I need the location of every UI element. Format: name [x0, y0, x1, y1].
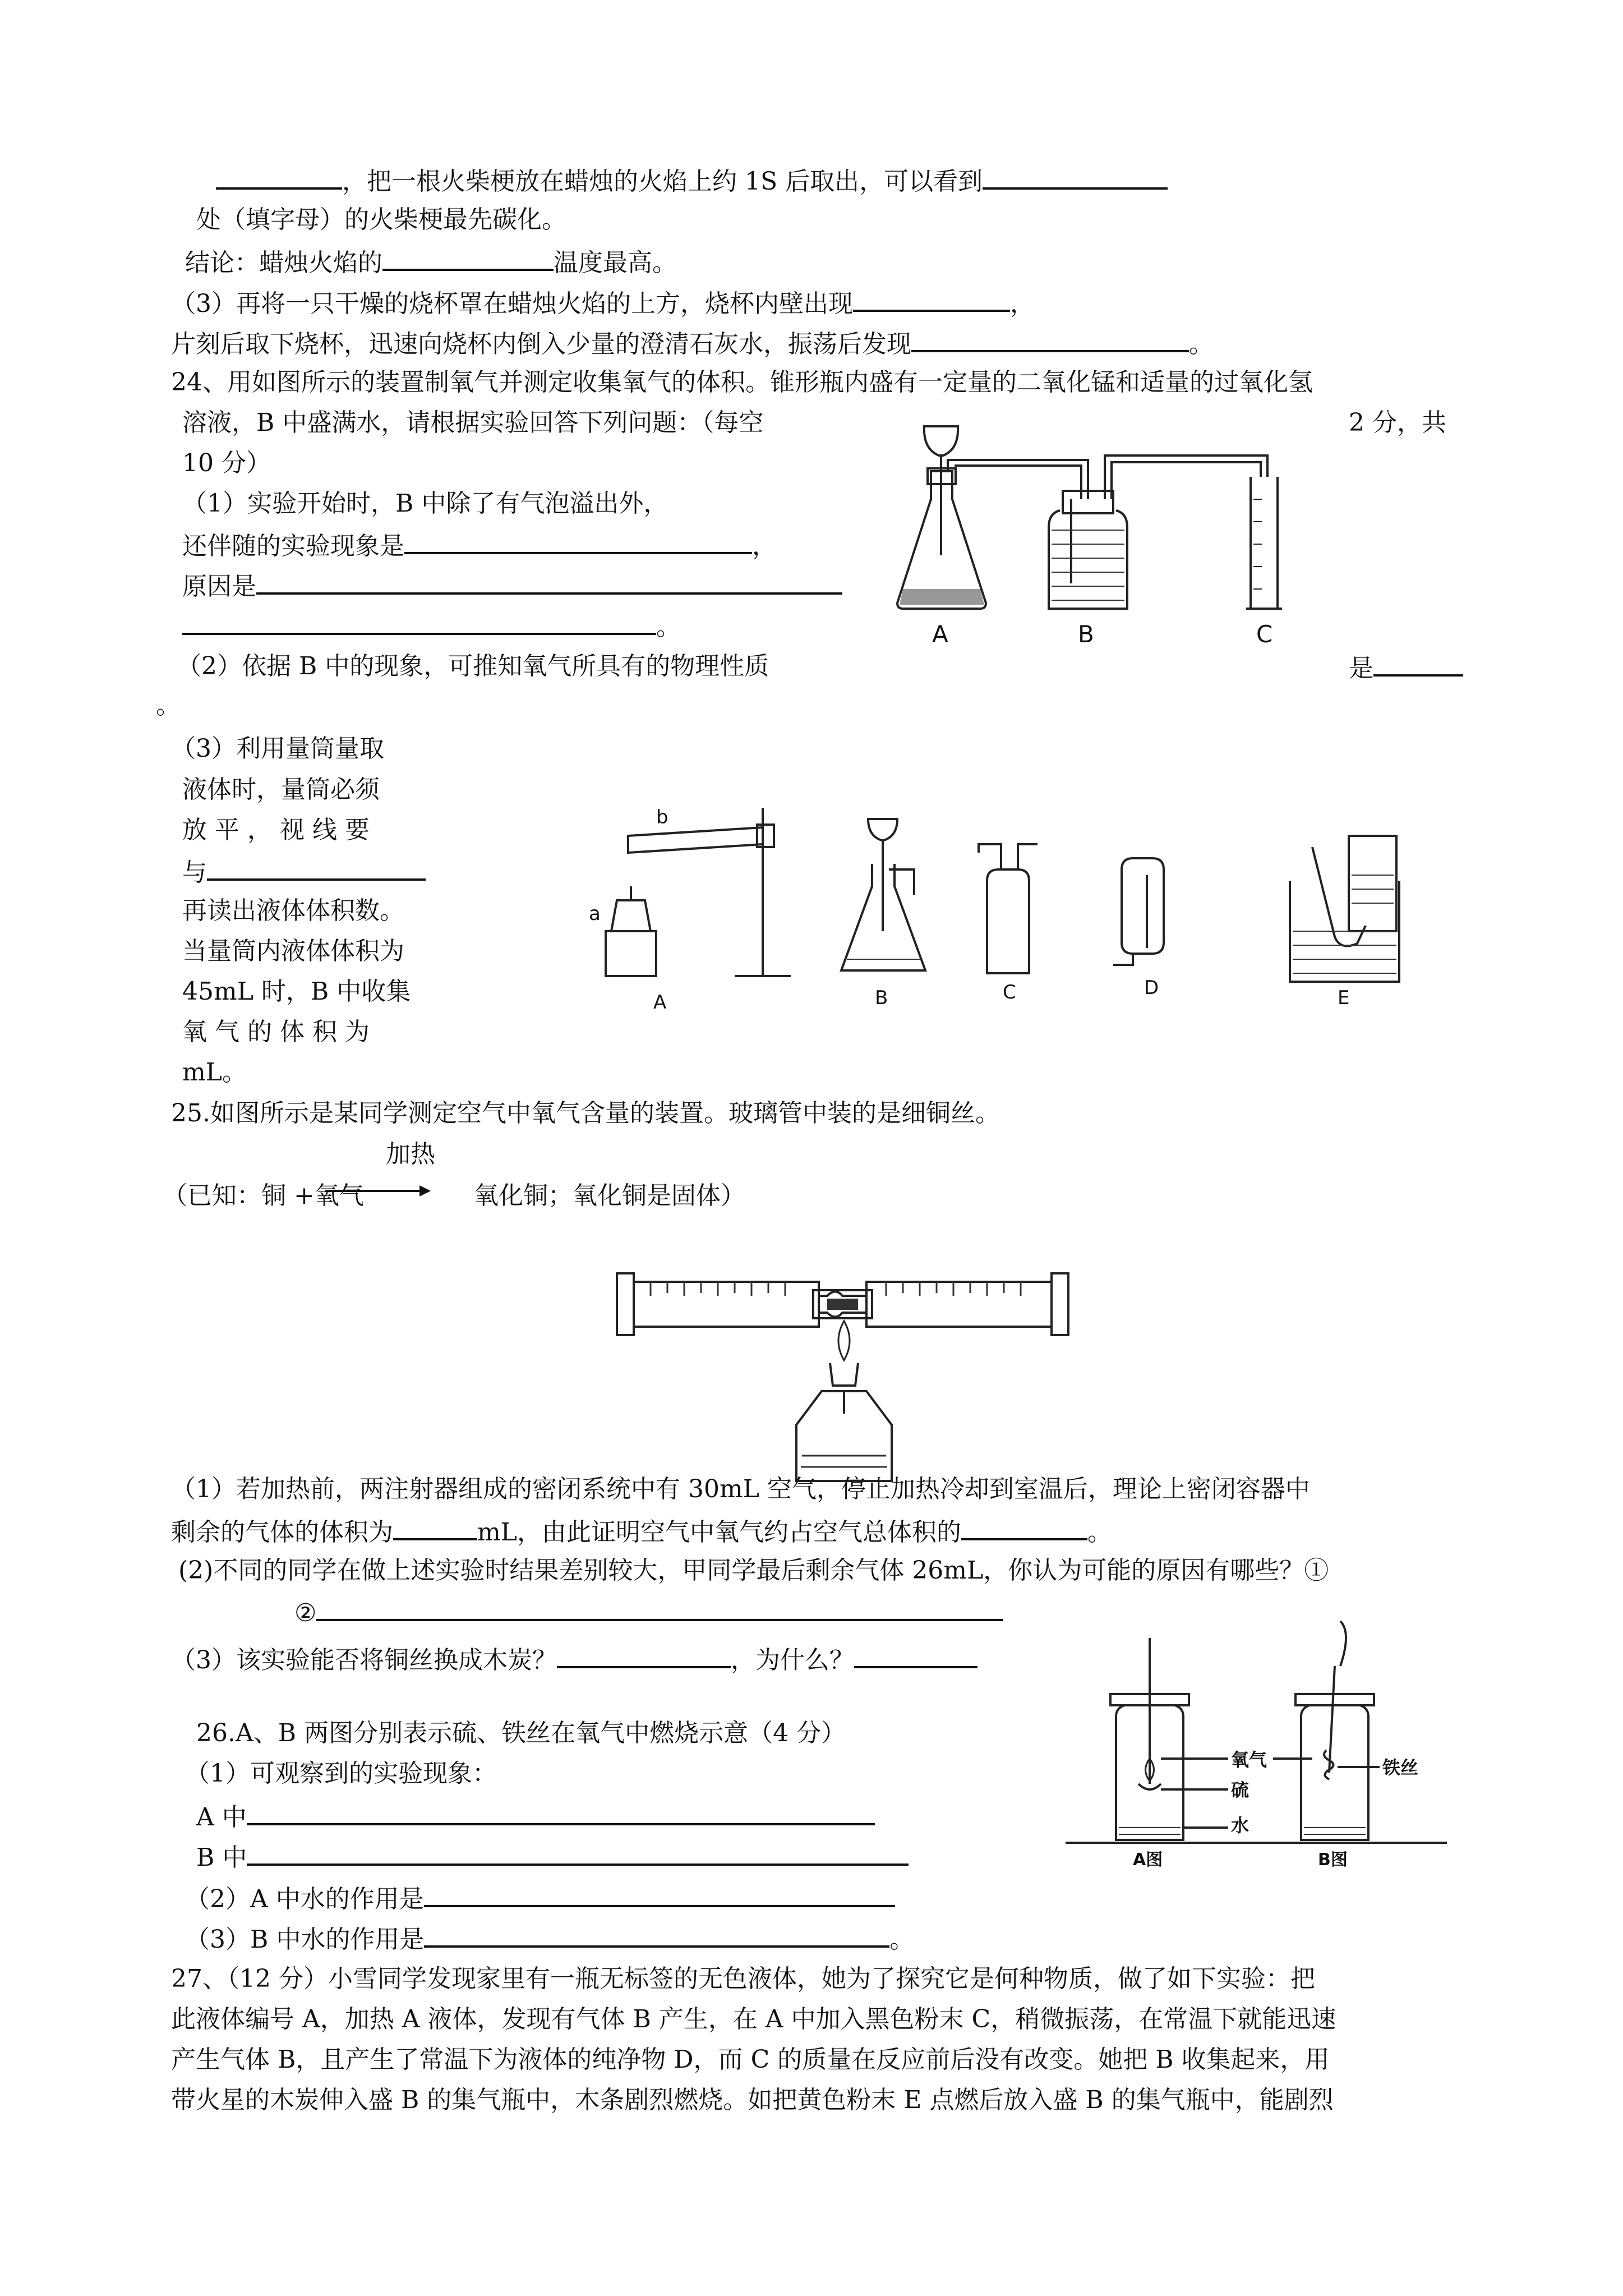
q23-line-2: 处（填字母）的火柴梗最先碳化。 — [196, 205, 566, 234]
q25-line-1: 25.如图所示是某同学测定空气中氧气含量的装置。玻璃管中装的是细铜丝。 — [171, 1099, 1000, 1128]
q25-line-2a: （已知：铜 +氧气 — [163, 1181, 364, 1210]
fig1-label-a: A — [932, 620, 948, 648]
q26-line-2: （1）可观察到的实验现象： — [185, 1759, 497, 1788]
q26-line-3: A 中 — [196, 1798, 875, 1834]
q24-p3-line-8: 氧 气 的 体 积 为 — [182, 1018, 370, 1046]
q24-line-8b: 是 — [1349, 650, 1463, 685]
answer-blank[interactable] — [247, 1839, 909, 1866]
q27-line-3: 产生气体 B，且产生了常温下为液体的纯净物 D，而 C 的质量在反应前后没有改变。她把 B 收集起来，用 — [171, 2045, 1330, 2074]
q24-p3-line-7: 45mL 时，B 中收集 — [182, 977, 411, 1006]
q24-line-7: 。 — [182, 608, 681, 644]
answer-blank[interactable] — [404, 527, 752, 554]
q23-line-5: 片刻后取下烧杯，迅速向烧杯内倒入少量的澄清石灰水，振荡后发现 。 — [171, 325, 1214, 361]
q24-p3-line-2: 液体时，量筒必须 — [182, 775, 380, 804]
fig1-label-c: C — [1256, 620, 1273, 648]
syringe-copper-apparatus-figure — [611, 1245, 1074, 1509]
q25-line-3: （1）若加热前，两注射器组成的密闭系统中有 30mL 空气，停止加热冷却到室温后，理论上密闭容器中 — [171, 1475, 1310, 1503]
q26-line-5: （2）A 中水的作用是 — [185, 1880, 895, 1916]
q24-p3-line-5: 再读出液体体积数。 — [182, 896, 404, 925]
q25-line-2b: 氧化铜；氧化铜是固体） — [474, 1181, 745, 1210]
answer-blank[interactable] — [1373, 650, 1463, 677]
fig3-label-oxygen: 氧气 — [1231, 1749, 1267, 1770]
fig3-label-sulfur: 硫 — [1231, 1779, 1249, 1801]
q25-line-5: (2)不同的同学在做上述实验时结果差别较大，甲同学最后剩余气体 26mL，你认为可能的原因有哪些？① — [178, 1556, 1329, 1585]
answer-blank[interactable] — [216, 163, 342, 190]
answer-blank[interactable] — [207, 854, 426, 881]
oxygen-collection-apparatus-figure — [880, 415, 1318, 662]
gas-apparatus-row-figure — [589, 797, 1469, 1027]
q27-line-4: 带火星的木炭伸入盛 B 的集气瓶中，木条剧烈燃烧。如把黄色粉末 E 点燃后放入盛 B 的集气瓶中，能剧烈 — [171, 2086, 1334, 2114]
q24-p3-line-6: 当量筒内液体体积为 — [182, 937, 404, 965]
q23-line-1: ，把一根火柴梗放在蜡烛的火焰上约 1S 后取出，可以看到 — [216, 163, 1168, 199]
q25-line-4: 剩余的气体的体积为 mL，由此证明空气中氧气约占空气总体积的 。 — [171, 1513, 1112, 1549]
fig2-label-a: A — [653, 991, 667, 1014]
q24-p3-line-3: 放 平 ， 视 线 要 — [182, 816, 370, 844]
q27-line-1: 27、（12 分）小雪同学发现家里有一瓶无标签的无色液体，她为了探究它是何种物质，做了如下实验：把 — [171, 1964, 1315, 1993]
q24-line-9: 。 — [156, 691, 181, 720]
q24-p3-line-4: 与 — [182, 854, 426, 890]
q23-line-4: （3）再将一只干燥的烧杯罩在蜡烛火焰的上方，烧杯内壁出现 ， — [171, 285, 1035, 321]
q25-line-6: ② — [294, 1594, 1003, 1630]
answer-blank[interactable] — [247, 1798, 875, 1825]
q24-p3-line-1: （3）利用量筒量取 — [171, 734, 384, 763]
fig2-label-a-small: a — [589, 903, 601, 925]
combustion-bottles-figure — [1066, 1616, 1447, 1874]
answer-blank[interactable] — [424, 1921, 889, 1948]
q25-line-7: （3）该实验能否将铜丝换成木炭？ ，为什么？ — [171, 1641, 978, 1677]
q24-line-1: 24、用如图所示的装置制氧气并测定收集氧气的体积。锥形瓶内盛有一定量的二氧化锰和适量的过氧化氢 — [171, 368, 1313, 397]
answer-blank[interactable] — [557, 1641, 731, 1668]
answer-blank[interactable] — [853, 285, 1010, 312]
q27-line-2: 此液体编号 A，加热 A 液体，发现有气体 B 产生，在 A 中加入黑色粉末 C，稍微振荡，在常温下就能迅速 — [171, 2005, 1336, 2033]
answer-blank[interactable] — [424, 1880, 895, 1907]
fig3-label-water: 水 — [1231, 1815, 1249, 1836]
answer-blank[interactable] — [393, 1513, 477, 1540]
answer-blank[interactable] — [983, 163, 1168, 190]
answer-blank[interactable] — [182, 608, 656, 635]
answer-blank[interactable] — [382, 244, 554, 271]
fig3-label-iron-wire: 铁丝 — [1382, 1757, 1419, 1778]
q26-line-4: B 中 — [196, 1839, 909, 1875]
answer-blank[interactable] — [854, 1641, 978, 1668]
q24-line-8a: （2）依据 B 中的现象，可推知氧气所具有的物理性质 — [177, 652, 769, 680]
q24-line-2b: 2 分，共 — [1349, 408, 1446, 437]
reaction-arrow — [325, 1182, 432, 1199]
answer-blank[interactable] — [256, 568, 842, 595]
q24-p3-line-9: mL。 — [182, 1058, 247, 1087]
fig2-label-d: D — [1144, 977, 1159, 999]
fig3-caption-b: B图 — [1318, 1850, 1348, 1870]
q24-line-3: 10 分） — [182, 449, 271, 477]
answer-blank[interactable] — [316, 1594, 1003, 1621]
q23-line-3: 结论：蜡烛火焰的 温度最高。 — [185, 244, 677, 280]
fig2-label-b-small: b — [656, 806, 668, 829]
q24-line-4: （1）实验开始时，B 中除了有气泡溢出外， — [182, 489, 668, 518]
fig3-caption-a: A图 — [1133, 1850, 1163, 1870]
answer-blank[interactable] — [911, 325, 1189, 352]
q24-line-5: 还伴随的实验现象是 ， — [182, 527, 777, 563]
fig2-label-c: C — [1003, 981, 1016, 1004]
fig2-label-b: B — [875, 987, 888, 1009]
q24-line-2a: 溶液，B 中盛满水，请根据实验回答下列问题：（每空 — [182, 408, 764, 437]
q26-line-1: 26.A、B 两图分别表示硫、铁丝在氧气中燃烧示意（4 分） — [196, 1719, 846, 1747]
fig2-label-e: E — [1338, 987, 1350, 1009]
answer-blank[interactable] — [961, 1513, 1087, 1540]
q24-line-6: 原因是 — [182, 568, 842, 604]
q26-line-6: （3）B 中水的作用是 。 — [185, 1921, 914, 1957]
fig1-label-b: B — [1078, 620, 1094, 648]
q25-heat-label: 加热 — [386, 1140, 435, 1168]
